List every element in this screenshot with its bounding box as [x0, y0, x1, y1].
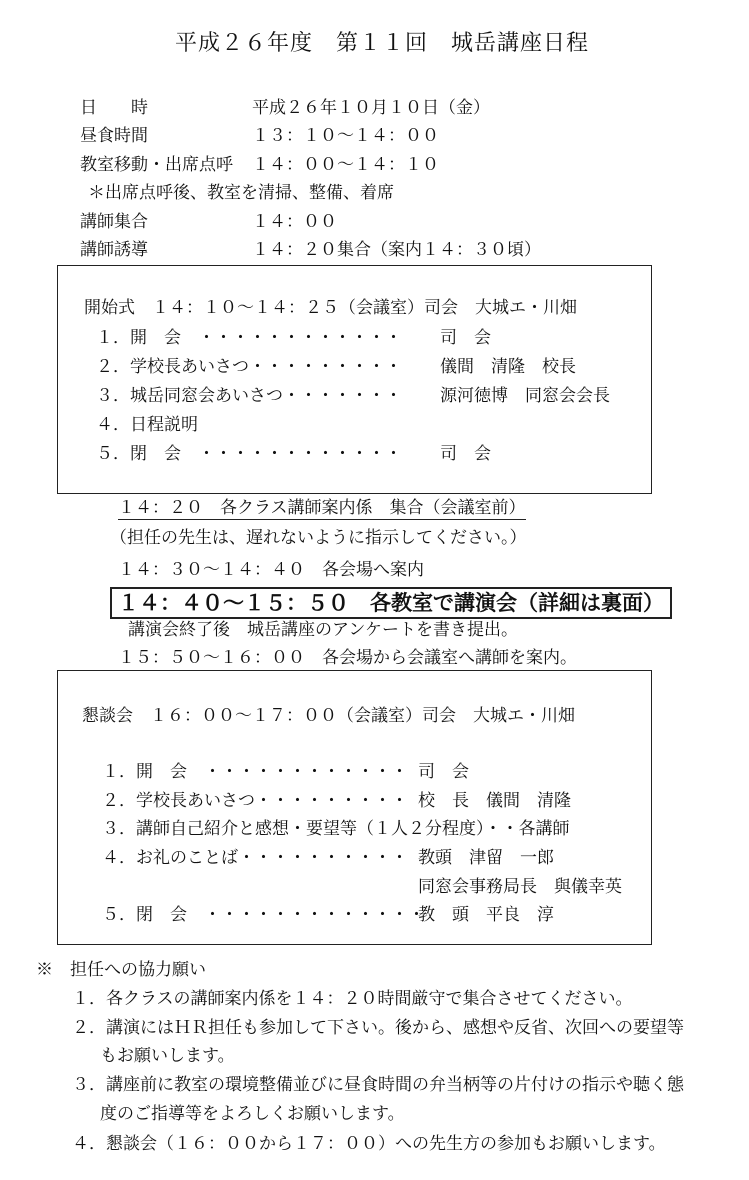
opening-item-3-person: 源河徳博 同窓会会長 — [440, 386, 610, 406]
opening-item-4: ４．日程説明 — [96, 415, 198, 435]
middle-survey-note: 講演会終了後 城岳講座のアンケートを書き提出。 — [128, 620, 518, 640]
schedule-label-rollcall: 教室移動・出席点呼 — [80, 155, 233, 175]
opening-item-5-person: 司 会 — [440, 444, 491, 464]
middle-class-guides: １４：２０ 各クラス講師案内係 集合（会議室前） — [118, 498, 526, 518]
schedule-label-lecturer-meet: 講師集合 — [80, 212, 148, 232]
middle-guide-time: １４：３０～１４：４０ 各会場へ案内 — [118, 560, 424, 580]
schedule-value-lecturer-guide: １４：２０集合（案内１４：３０頃） — [252, 240, 541, 260]
meeting-item-4: ４．お礼のことば・・・・・・・・・・ — [102, 848, 408, 868]
schedule-label-lunch: 昼食時間 — [80, 126, 148, 146]
meeting-item-3: ３．講師自己紹介と感想・要望等（１人２分程度）・・各講師 — [102, 819, 570, 839]
opening-item-2: ２．学校長あいさつ・・・・・・・・・ — [96, 357, 402, 377]
notes-heading: ※ 担任への協力願い — [36, 960, 206, 980]
schedule-label-datetime: 日 時 — [80, 98, 148, 118]
note-item-4: ４．懇談会（１６：００から１７：００）への先生方の参加もお願いします。 — [72, 1134, 666, 1154]
note-item-2-cont: もお願いします。 — [100, 1046, 235, 1066]
schedule-value-rollcall: １４：００～１４：１０ — [252, 155, 439, 175]
meeting-header: 懇談会 １６：００～１７：００（会議室）司会 大城エ・川畑 — [82, 706, 575, 726]
opening-item-1: １．開 会 ・・・・・・・・・・・・ — [96, 328, 402, 348]
page-title: 平成２６年度 第１１回 城岳講座日程 — [175, 31, 590, 56]
schedule-value-lecturer-meet: １４：００ — [252, 212, 337, 232]
opening-item-5: ５．閉 会 ・・・・・・・・・・・・ — [96, 444, 402, 464]
schedule-value-lunch: １３：１０～１４：００ — [252, 126, 439, 146]
meeting-item-1: １．開 会 ・・・・・・・・・・・・ — [102, 762, 408, 782]
schedule-value-datetime: 平成２６年１０月１０日（金） — [252, 98, 490, 118]
opening-item-2-person: 儀間 清隆 校長 — [440, 357, 576, 377]
meeting-item-5-person: 教 頭 平良 淳 — [418, 905, 554, 925]
meeting-item-4-person: 教頭 津留 一郎 — [418, 848, 554, 868]
opening-header: 開始式 １４：１０～１４：２５（会議室）司会 大城エ・川畑 — [84, 298, 577, 318]
schedule-label-lecturer-guide: 講師誘導 — [80, 240, 148, 260]
meeting-item-2-person: 校 長 儀間 清隆 — [418, 791, 571, 811]
middle-return-note: １５：５０～１６：００ 各会場から会議室へ講師を案内。 — [118, 648, 577, 668]
meeting-item-1-person: 司 会 — [418, 762, 469, 782]
opening-item-1-person: 司 会 — [440, 328, 491, 348]
note-item-2: ２．講演にはＨＲ担任も参加して下さい。後から、感想や反省、次回への要望等 — [72, 1018, 684, 1038]
meeting-item-4-person-2: 同窓会事務局長 與儀幸英 — [418, 877, 622, 897]
note-item-1: １．各クラスの講師案内係を１４：２０時間厳守で集合させてください。 — [72, 989, 633, 1009]
note-item-3: ３．講座前に教室の環境整備並びに昼食時間の弁当柄等の片付けの指示や聴く態 — [72, 1075, 684, 1095]
opening-item-3: ３．城岳同窓会あいさつ・・・・・・・ — [96, 386, 402, 406]
schedule-note-cleaning: ＊出席点呼後、教室を清掃、整備、着席 — [88, 183, 394, 203]
note-item-3-cont: 度のご指導等をよろしくお願いします。 — [100, 1104, 405, 1124]
meeting-item-2: ２．学校長あいさつ・・・・・・・・・ — [102, 791, 408, 811]
lecture-highlight: １４：４０～１５：５０ 各教室で講演会（詳細は裏面） — [110, 587, 672, 619]
middle-homeroom-note: （担任の先生は、遅れないように指示してください。） — [110, 528, 527, 548]
meeting-item-5: ５．閉 会 ・・・・・・・・・・・・・ — [102, 905, 425, 925]
